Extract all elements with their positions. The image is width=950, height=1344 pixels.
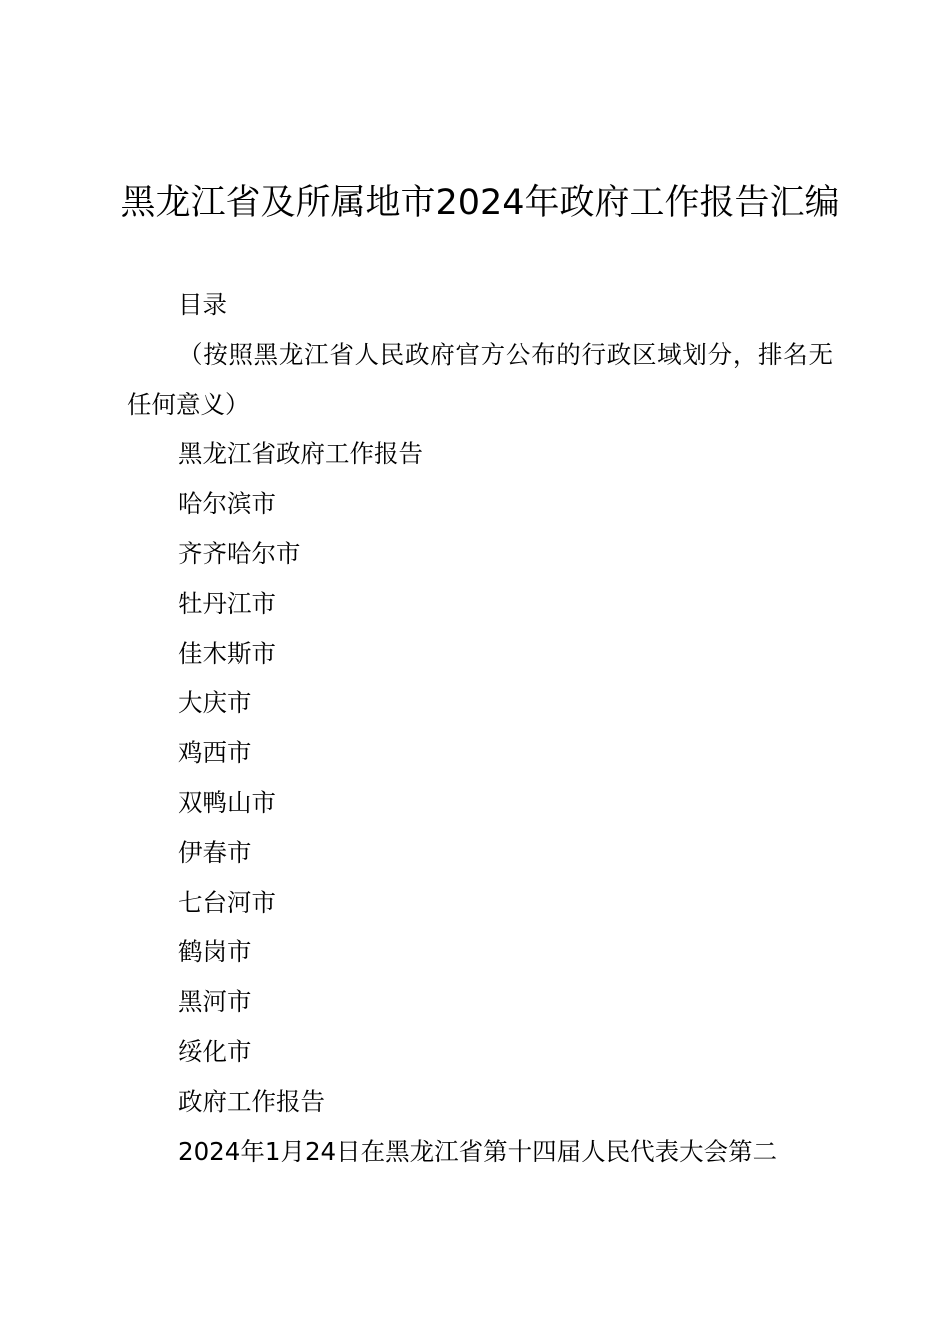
toc-entry-harbin: 哈尔滨市 [178,489,276,519]
report-date-line: 2024年1月24日在黑龙江省第十四届人民代表大会第二 [178,1136,778,1166]
toc-entry-jiamusi: 佳木斯市 [178,638,276,668]
toc-entry-suihua: 绥化市 [178,1036,252,1066]
toc-entry-qitaihe: 七台河市 [178,887,276,917]
document-title: 黑龙江省及所属地市2024年政府工作报告汇编 [120,183,840,223]
toc-entry-jixi: 鸡西市 [178,738,252,768]
toc-entry-daqing: 大庆市 [178,688,252,718]
toc-entry-qiqihar: 齐齐哈尔市 [178,538,301,568]
toc-note: （按照黑龙江省人民政府官方公布的行政区域划分，排名无任何意义） [127,339,833,419]
toc-entry-province-report: 黑龙江省政府工作报告 [178,439,423,469]
toc-entry-hegang: 鹤岗市 [178,937,252,967]
document-body [127,280,833,1176]
toc-entry-heihe: 黑河市 [178,987,252,1017]
toc-entry-yichun: 伊春市 [178,837,252,867]
toc-entry-shuangyashan: 双鸭山市 [178,787,276,817]
section-heading-government-report: 政府工作报告 [178,1086,325,1116]
toc-entry-mudanjiang: 牡丹江市 [178,588,276,618]
toc-heading: 目录 [178,290,227,319]
